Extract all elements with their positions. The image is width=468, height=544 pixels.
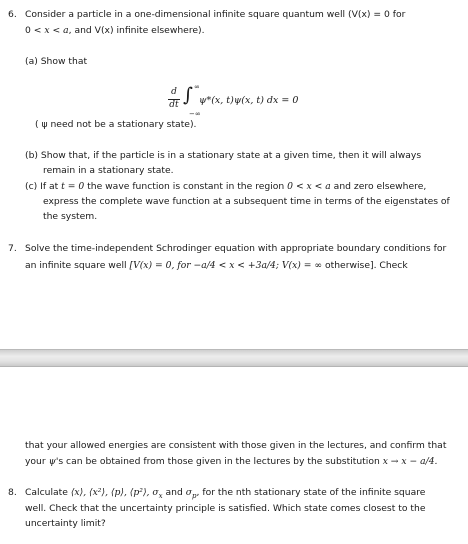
question-text-line: uncertainty limit? — [25, 518, 106, 529]
question-text-line: that your allowed energies are consistent with those given in the lectures, and confirm that — [25, 440, 447, 451]
question-text-line: 0 < x < a, and V(x) infinite elsewhere). — [25, 25, 205, 36]
part-c-line: (c) If at t = 0 the wave function is constant in the region 0 < x < a and zero elsewhere, — [25, 181, 427, 192]
question-number: 8. — [8, 487, 17, 498]
question-number: 7. — [8, 243, 17, 254]
part-c-line: the system. — [43, 211, 98, 222]
eq-d: d — [171, 87, 177, 97]
integral-sign: ∫ — [183, 84, 193, 106]
question-text-line: Calculate ⟨x⟩, ⟨x²⟩, ⟨p⟩, ⟨p²⟩, $\sigma_x$ and $\sigma_p$, for the nth stationary state of the infinite square — [25, 487, 426, 500]
question-text-line: well. Check that the uncertainty principle is satisfied. Which state comes closest to the — [25, 503, 426, 514]
upper-limit: ∞ — [194, 83, 200, 91]
part-c-line: express the complete wave function at a subsequent time in terms of the eigenstates of — [43, 196, 450, 207]
part-b-line: remain in a stationary state. — [43, 165, 174, 176]
question-text-line: Consider a particle in a one-dimensional infinite square quantum well (V(x) = 0 for — [25, 9, 406, 20]
part-a-label: (a) Show that — [25, 56, 88, 67]
question-text-line: an infinite square well [V(x) = 0, for −a/4 < x < +3a/4; V(x) = ∞ otherwise]. Check — [25, 260, 408, 271]
question-text-line: your ψ's can be obtained from those given in the lectures by the substitution x → x − a/4. — [25, 456, 438, 467]
page-gap — [0, 325, 468, 427]
part-b-line: (b) Show that, if the particle is in a stationary state at a given time, then it will always — [25, 150, 422, 161]
integrand: ψ*(x, t)ψ(x, t) dx = 0 — [199, 95, 299, 106]
part-a-note: ( ψ need not be a stationary state). — [35, 119, 197, 130]
lower-limit: −∞ — [189, 110, 201, 118]
question-text-line: Solve the time-independent Schrodinger equation with appropriate boundary conditions for — [25, 243, 447, 254]
question-number: 6. — [8, 9, 17, 20]
page-separator — [0, 349, 468, 367]
eq-dt: dt — [169, 100, 179, 110]
